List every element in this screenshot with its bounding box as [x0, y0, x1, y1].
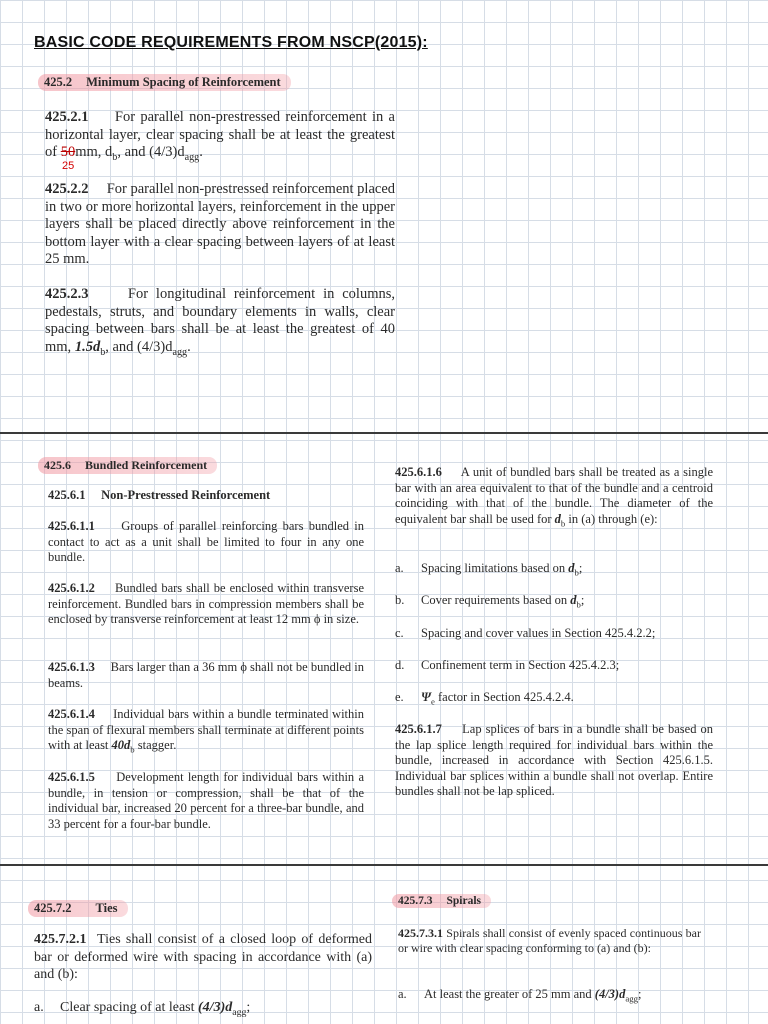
math-term: d — [554, 511, 561, 526]
math-term: (4/3)d — [594, 987, 626, 1001]
clause-text: Lap splices of bars in a bundle shall be based on the lap splice length required for individual bars within the bundle, increased in accordance with Section 425.6.1.5. Individual bar splices within a bundle shall not overlap. Entire bundles shall not be lap spliced. — [395, 722, 714, 798]
clause-number: 425.7.3.1 — [398, 926, 443, 940]
clause-text: A unit of bundled bars shall be treated as a single bar with an area equivalent to that of the bundle and a centroid coinciding with that of the bundle. The diameter of the equivalent bar shall be used for — [395, 465, 713, 526]
list-item-spirals-a — [398, 987, 641, 1004]
clause-number: 425.6.1.7 — [395, 722, 442, 736]
clause-number: 425.7.2.1 — [34, 932, 87, 947]
clause-tail: stagger. — [137, 738, 177, 752]
clause-tail: . — [187, 338, 191, 355]
math-term: Ψ — [421, 690, 431, 704]
math-term: (4/3)d — [198, 1000, 233, 1015]
item-text: Spacing limitations based on — [421, 561, 566, 575]
clause-number: 425.6.1.6 — [395, 465, 442, 479]
clause-number: 425.6.1.1 — [48, 519, 95, 533]
subscript: agg — [625, 993, 638, 1004]
clause-tail: mm, d — [75, 144, 113, 160]
subscript: agg — [172, 346, 188, 358]
section-number: 425.2 — [44, 75, 73, 89]
clause-text: Groups of parallel reinforcing bars bundled in contact to act as a unit shall be limited to four in any one bundle. — [48, 519, 365, 564]
math-term: 1.5d — [74, 338, 101, 355]
list-item-c — [395, 626, 655, 641]
item-label: a. — [34, 1000, 44, 1015]
clause-text: For parallel non-prestressed reinforcement placed in two or more horizontal layers, reinforcement in the upper layers shall be placed directly above reinforcement in the bottom layer with a clear spacing between layers of at least 25 mm. — [45, 181, 396, 267]
item-tail: ; — [637, 987, 642, 1001]
handwritten-correction: 25 — [62, 160, 75, 172]
subscript: b — [574, 567, 579, 578]
paragraph-425-7-3-1 — [398, 926, 701, 956]
section-label-425-7-2 — [28, 900, 128, 917]
paragraph-425-2-1 — [45, 109, 395, 166]
clause-number: 425.2.1 — [45, 109, 89, 125]
item-label: b. — [395, 593, 405, 607]
item-label: c. — [395, 626, 404, 640]
paragraph-425-6-1-7 — [395, 722, 713, 800]
clause-number: 425.6.1.4 — [48, 707, 95, 721]
subscript: agg — [184, 151, 200, 163]
paragraph-425-6-1-3 — [48, 660, 364, 691]
subscript: e — [431, 696, 435, 707]
section-title: Spirals — [446, 895, 482, 907]
item-tail: ; — [246, 1000, 251, 1015]
section-number: 425.6 — [44, 458, 71, 472]
section-title: Bundled Reinforcement — [85, 458, 208, 472]
clause-text: Individual bars within a bundle terminated within the span of flexural members shall terminate at different points with at least — [48, 707, 364, 752]
math-term: 40d — [111, 738, 131, 752]
clause-text: Ties shall consist of a closed loop of deformed bar or deformed wire with spacing in accordance with (a) and (b): — [34, 932, 372, 982]
paragraph-425-6-1-1 — [48, 519, 364, 566]
subscript: b — [560, 518, 566, 528]
clause-tail: in (a) through (e): — [568, 511, 658, 526]
clause-text: For longitudinal reinforcement in columns, pedestals, struts, and boundary elements in walls, clear spacing between bars shall be at least the greatest of 40 mm, — [45, 286, 396, 355]
clause-text: Bundled bars shall be enclosed within transverse reinforcement. Bundled bars in compression members shall be enclosed by transverse reinforcement at least 12 mm ϕ in size. — [48, 581, 364, 626]
paragraph-425-2-2 — [45, 181, 395, 269]
clause-number: 425.6.1.5 — [48, 770, 95, 784]
clause-tail: , and (4/3)d — [105, 338, 173, 355]
item-tail: ; — [578, 561, 583, 575]
struck-value: 50 — [60, 144, 76, 160]
list-item-d — [395, 658, 619, 673]
item-text: Cover requirements based on — [421, 593, 568, 607]
item-label: a. — [398, 987, 407, 1001]
section-title: Minimum Spacing of Reinforcement — [86, 75, 281, 89]
item-text: factor in Section 425.4.2.4. — [438, 690, 574, 704]
math-term: d — [568, 561, 575, 575]
clause-text: Development length for individual bars within a bundle, in tension or compression, shall be that of the individual bar, increased 20 percent for a three-bar bundle, and 33 percent for a four-bar bundle. — [48, 770, 364, 831]
item-label: a. — [395, 561, 404, 575]
paragraph-425-6-1-6 — [395, 465, 713, 532]
list-item-b — [395, 593, 584, 610]
clause-text: For parallel non-prestressed reinforcement in a horizontal layer, clear spacing shall be at least the greatest of — [45, 109, 395, 160]
clause-number: 425.2.3 — [45, 286, 89, 302]
clause-tail: , and (4/3)d — [117, 144, 185, 160]
page-heading: BASIC CODE REQUIREMENTS FROM NSCP(2015): — [34, 34, 428, 51]
clause-text: Bars larger than a 36 mm ϕ shall not be bundled in beams. — [48, 660, 364, 690]
subsection-heading-425-6-1 — [48, 488, 270, 504]
paragraph-425-6-1-5 — [48, 770, 364, 832]
section-divider — [0, 864, 768, 866]
clause-number: 425.6.1.2 — [48, 581, 95, 595]
clause-number: 425.6.1.3 — [48, 660, 95, 674]
item-label: e. — [395, 690, 404, 704]
item-text: At least the greater of 25 mm and — [424, 987, 592, 1001]
subscript: b — [576, 599, 581, 610]
subscript: b — [130, 744, 135, 755]
subscript: b — [100, 346, 106, 358]
item-text: Confinement term in Section 425.4.2.3; — [421, 658, 620, 672]
item-label: d. — [395, 658, 405, 672]
section-number: 425.7.3 — [398, 895, 433, 907]
list-item-ties-a — [34, 1000, 250, 1018]
subscript: b — [112, 151, 118, 163]
section-label-425-7-3 — [392, 894, 491, 908]
clause-number: 425.6.1 — [48, 488, 86, 502]
item-text: Clear spacing of at least — [60, 1000, 195, 1015]
paragraph-425-6-1-4 — [48, 707, 364, 758]
list-item-e — [395, 690, 574, 707]
paragraph-425-6-1-2 — [48, 581, 364, 628]
clause-text: Spirals shall consist of evenly spaced continuous bar or wire with clear spacing conforming to (a) and (b): — [398, 926, 702, 955]
paragraph-425-2-3 — [45, 286, 395, 361]
clause-tail: . — [199, 144, 203, 160]
paragraph-425-7-2-1 — [34, 931, 372, 984]
section-label-425-2 — [38, 74, 291, 91]
section-divider — [0, 432, 768, 434]
subsection-title: Non-Prestressed Reinforcement — [101, 488, 271, 502]
subscript: agg — [232, 1006, 247, 1018]
section-label-425-6 — [38, 457, 217, 474]
item-text: Spacing and cover values in Section 425.4.2.2; — [421, 626, 656, 640]
item-tail: ; — [580, 593, 585, 607]
clause-number: 425.2.2 — [45, 181, 89, 197]
section-number: 425.7.2 — [34, 901, 72, 915]
list-item-a — [395, 561, 582, 578]
section-title: Ties — [95, 901, 118, 915]
math-term: d — [570, 593, 577, 607]
